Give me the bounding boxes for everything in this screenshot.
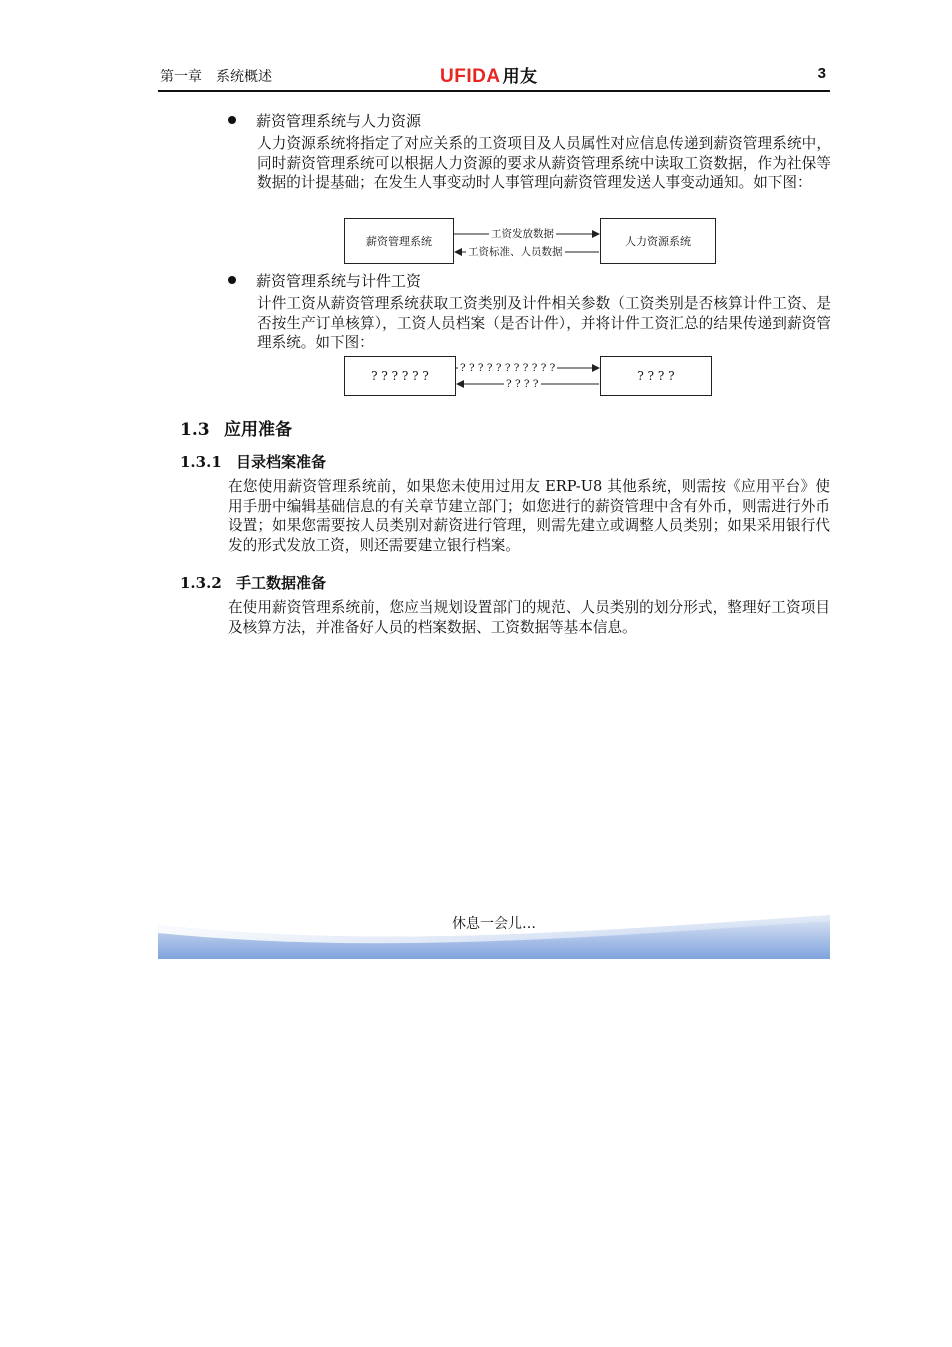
piecework-paragraph: 计件工资从薪资管理系统获取工资类别及计件相关参数（工资类别是否核算计件工资、是否按生产订单核算），工资人员档案（是否计件），并将计件工资汇总的结果传递到薪资管理系统。如下图：: [257, 295, 831, 351]
ufida-logo: [440, 62, 538, 88]
section-heading-1-3: [180, 415, 292, 440]
arrow-left-label: 工资标准、人员数据: [468, 246, 563, 258]
section-title: 应用准备: [224, 420, 292, 440]
hr-paragraph: 人力资源系统将指定了对应关系的工资项目及人员属性对应信息传递到薪资管理系统中，同时薪资管理系统可以根据人力资源的要求从薪资管理系统中读取工资数据，作为社保等数据的计提基础；在发生人事变动时人事管理向薪资管理发送人事变动通知。如下图：: [257, 135, 831, 191]
section-number: 1.3.1: [180, 453, 222, 471]
section-heading-1-3-2: [180, 572, 326, 593]
piecework-flow-diagram: [344, 354, 716, 400]
diagram-arrows: [344, 216, 716, 266]
section-title: 手工数据准备: [236, 574, 327, 592]
section-number: 1.3.2: [180, 574, 222, 592]
catalog-paragraph: 在您使用薪资管理系统前，如果您未使用过用友 ERP-U8 其他系统，则需按《应用平台》使用手册中编辑基础信息的有关章节建立部门；如您进行的薪资管理中含有外币，则需进行外币设置；如果您需要按人员类别对薪资进行管理，则需先建立或调整人员类别；如果采用银行代发的形式发放工资，则还需要建立银行档案。: [228, 478, 830, 554]
arrow-right-label: 工资发放数据: [491, 228, 554, 240]
logo-chinese: 用友: [502, 67, 538, 86]
diagram-right-box: ? ? ? ?: [600, 356, 712, 396]
manual-data-paragraph: 在使用薪资管理系统前，您应当规划设置部门的规范、人员类别的划分形式，整理好工资项目及核算方法，并准备好人员的档案数据、工资数据等基本信息。: [228, 599, 830, 636]
arrow-left-label: ? ? ? ?: [506, 378, 539, 390]
bullet-dot-icon: [228, 116, 236, 124]
arrow-right-label: ? ? ? ? ? ? ? ? ? ? ?: [460, 362, 556, 374]
diagram-left-box: ? ? ? ? ? ?: [344, 356, 456, 396]
banner-text: 休息一会儿…: [452, 916, 536, 932]
section-heading-1-3-1: [180, 451, 326, 472]
hr-flow-diagram: [344, 216, 716, 266]
chapter-title: 第一章 系统概述: [160, 69, 272, 85]
bullet-dot-icon: [228, 276, 236, 284]
page-header: [158, 62, 830, 92]
rest-banner: [158, 905, 830, 959]
section-number: 1.3: [180, 420, 210, 440]
logo-latin: UFIDA: [440, 66, 501, 87]
section-title: 目录档案准备: [236, 453, 327, 471]
bullet-hr-title: 薪资管理系统与人力资源: [256, 112, 422, 130]
bullet-piecework-title: 薪资管理系统与计件工资: [256, 272, 422, 290]
diagram-right-box: 人力资源系统: [600, 218, 716, 264]
page-number: 3: [817, 65, 826, 82]
diagram-arrows: [344, 354, 716, 400]
diagram-left-box: 薪资管理系统: [344, 218, 454, 264]
